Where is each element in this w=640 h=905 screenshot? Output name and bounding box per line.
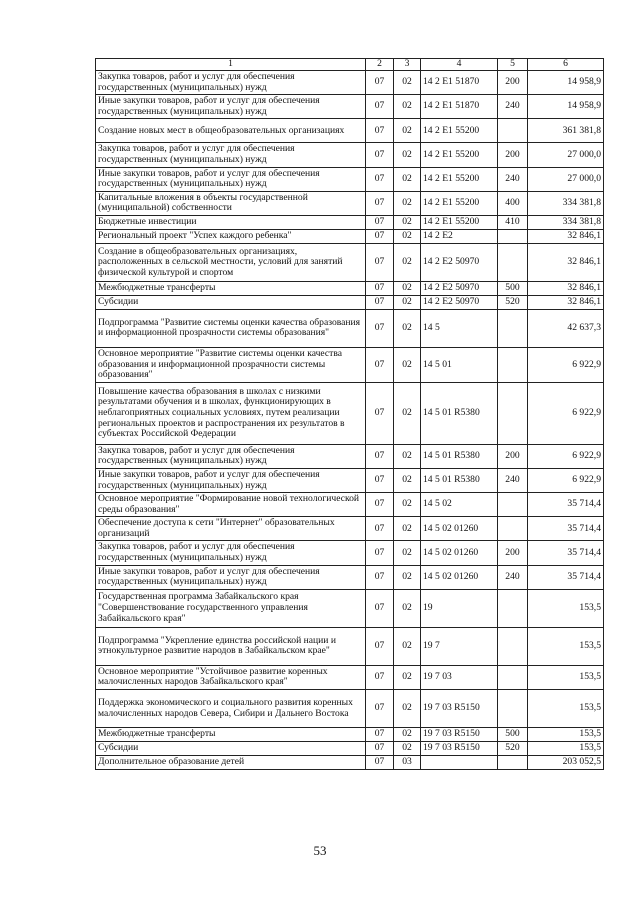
- expense-type-cell: 410: [498, 215, 528, 229]
- row-name-cell: Основное мероприятие "Формирование новой технологической среды образования": [96, 493, 366, 517]
- row-name-cell: Межбюджетные трансферты: [96, 728, 366, 742]
- amount-cell: 153,5: [528, 728, 604, 742]
- table-row: [96, 742, 604, 756]
- row-name-cell: Подпрограмма "Развитие системы оценки качества образования и информационной прозрачности системы образования": [96, 309, 366, 347]
- table-row: [96, 589, 604, 627]
- expense-type-cell: 200: [498, 444, 528, 468]
- row-name-cell: Иные закупки товаров, работ и услуг для обеспечения государственных (муниципальных) нужд: [96, 565, 366, 589]
- col-header: 2: [366, 59, 394, 71]
- amount-cell: 42 637,3: [528, 309, 604, 347]
- row-name-cell: Закупка товаров, работ и услуг для обеспечения государственных (муниципальных) нужд: [96, 71, 366, 95]
- target-article-cell: 19 7 03 R5150: [421, 690, 498, 728]
- table-row: [96, 627, 604, 665]
- target-article-cell: 14 2 E2 50970: [421, 295, 498, 309]
- expense-type-cell: 400: [498, 191, 528, 215]
- row-name-cell: Региональный проект "Успех каждого ребенка": [96, 229, 366, 243]
- expense-type-cell: 500: [498, 728, 528, 742]
- amount-cell: 6 922,9: [528, 468, 604, 492]
- podrazdel-cell: 02: [394, 493, 421, 517]
- expense-type-cell: [498, 627, 528, 665]
- expense-type-cell: [498, 756, 528, 770]
- razdel-cell: 07: [366, 215, 394, 229]
- target-article-cell: 14 2 E1 55200: [421, 167, 498, 191]
- table-row: [96, 565, 604, 589]
- target-article-cell: 14 2 E1 55200: [421, 119, 498, 143]
- razdel-cell: 07: [366, 229, 394, 243]
- razdel-cell: 07: [366, 468, 394, 492]
- target-article-cell: 14 2 E2: [421, 229, 498, 243]
- razdel-cell: 07: [366, 627, 394, 665]
- razdel-cell: 07: [366, 589, 394, 627]
- target-article-cell: 19 7 03 R5150: [421, 742, 498, 756]
- amount-cell: 203 052,5: [528, 756, 604, 770]
- expense-type-cell: 240: [498, 565, 528, 589]
- amount-cell: 32 846,1: [528, 229, 604, 243]
- podrazdel-cell: 02: [394, 119, 421, 143]
- page-number: 53: [313, 843, 327, 858]
- table-row: [96, 95, 604, 119]
- expense-type-cell: 520: [498, 742, 528, 756]
- expense-type-cell: [498, 589, 528, 627]
- podrazdel-cell: 02: [394, 468, 421, 492]
- razdel-cell: 07: [366, 347, 394, 382]
- podrazdel-cell: 02: [394, 191, 421, 215]
- amount-cell: 6 922,9: [528, 347, 604, 382]
- row-name-cell: Закупка товаров, работ и услуг для обеспечения государственных (муниципальных) нужд: [96, 541, 366, 565]
- amount-cell: 6 922,9: [528, 444, 604, 468]
- expense-type-cell: 240: [498, 468, 528, 492]
- razdel-cell: 07: [366, 281, 394, 295]
- row-name-cell: Иные закупки товаров, работ и услуг для обеспечения государственных (муниципальных) нужд: [96, 95, 366, 119]
- table-row: [96, 167, 604, 191]
- razdel-cell: 07: [366, 119, 394, 143]
- amount-cell: 35 714,4: [528, 517, 604, 541]
- target-article-cell: 14 2 E1 55200: [421, 215, 498, 229]
- target-article-cell: 14 2 E2 50970: [421, 281, 498, 295]
- podrazdel-cell: 02: [394, 589, 421, 627]
- target-article-cell: 14 5 02: [421, 493, 498, 517]
- expense-type-cell: [498, 665, 528, 689]
- target-article-cell: 14 2 E1 51870: [421, 95, 498, 119]
- expense-type-cell: 520: [498, 295, 528, 309]
- amount-cell: 35 714,4: [528, 493, 604, 517]
- table-row: [96, 281, 604, 295]
- table-row: [96, 229, 604, 243]
- table-row: [96, 295, 604, 309]
- amount-cell: 153,5: [528, 690, 604, 728]
- row-name-cell: Субсидии: [96, 742, 366, 756]
- expense-type-cell: [498, 309, 528, 347]
- row-name-cell: Государственная программа Забайкальского края "Совершенствование государственного управления Забайкальского края": [96, 589, 366, 627]
- row-name-cell: Иные закупки товаров, работ и услуг для обеспечения государственных (муниципальных) нужд: [96, 167, 366, 191]
- row-name-cell: Дополнительное образование детей: [96, 756, 366, 770]
- amount-cell: 334 381,8: [528, 215, 604, 229]
- razdel-cell: 07: [366, 95, 394, 119]
- col-header: 6: [528, 59, 604, 71]
- razdel-cell: 07: [366, 665, 394, 689]
- podrazdel-cell: 02: [394, 71, 421, 95]
- target-article-cell: 14 5 01 R5380: [421, 382, 498, 444]
- row-name-cell: Межбюджетные трансферты: [96, 281, 366, 295]
- expense-type-cell: 500: [498, 281, 528, 295]
- amount-cell: 153,5: [528, 742, 604, 756]
- col-header: 3: [394, 59, 421, 71]
- target-article-cell: 19 7: [421, 627, 498, 665]
- razdel-cell: 07: [366, 382, 394, 444]
- podrazdel-cell: 02: [394, 143, 421, 167]
- razdel-cell: 07: [366, 143, 394, 167]
- podrazdel-cell: 02: [394, 665, 421, 689]
- razdel-cell: 07: [366, 295, 394, 309]
- expense-type-cell: 240: [498, 95, 528, 119]
- expense-type-cell: [498, 347, 528, 382]
- amount-cell: 14 958,9: [528, 95, 604, 119]
- row-name-cell: Создание в общеобразовательных организациях, расположенных в сельской местности, условий для занятий физической культурой и спортом: [96, 243, 366, 281]
- table-row: [96, 191, 604, 215]
- row-name-cell: Поддержка экономического и социального развития коренных малочисленных народов Севера, Сибири и Дальнего Востока: [96, 690, 366, 728]
- podrazdel-cell: 02: [394, 95, 421, 119]
- podrazdel-cell: 02: [394, 444, 421, 468]
- expense-type-cell: [498, 382, 528, 444]
- row-name-cell: Капитальные вложения в объекты государственной (муниципальной) собственности: [96, 191, 366, 215]
- target-article-cell: 14 5: [421, 309, 498, 347]
- podrazdel-cell: 02: [394, 690, 421, 728]
- col-header: 1: [96, 59, 366, 71]
- expense-type-cell: 200: [498, 541, 528, 565]
- razdel-cell: 07: [366, 756, 394, 770]
- expense-type-cell: [498, 690, 528, 728]
- razdel-cell: 07: [366, 493, 394, 517]
- table-row: [96, 143, 604, 167]
- target-article-cell: 14 5 02 01260: [421, 541, 498, 565]
- amount-cell: 35 714,4: [528, 565, 604, 589]
- podrazdel-cell: 02: [394, 541, 421, 565]
- amount-cell: 27 000,0: [528, 143, 604, 167]
- expense-type-cell: [498, 517, 528, 541]
- podrazdel-cell: 02: [394, 517, 421, 541]
- podrazdel-cell: 02: [394, 295, 421, 309]
- budget-table: [95, 58, 604, 770]
- table-row: [96, 382, 604, 444]
- amount-cell: 6 922,9: [528, 382, 604, 444]
- table-row: [96, 728, 604, 742]
- razdel-cell: 07: [366, 167, 394, 191]
- podrazdel-cell: 03: [394, 756, 421, 770]
- expense-type-cell: [498, 229, 528, 243]
- table-row: [96, 517, 604, 541]
- row-name-cell: Закупка товаров, работ и услуг для обеспечения государственных (муниципальных) нужд: [96, 143, 366, 167]
- amount-cell: 35 714,4: [528, 541, 604, 565]
- table-row: [96, 215, 604, 229]
- header-row: [96, 59, 604, 71]
- razdel-cell: 07: [366, 565, 394, 589]
- podrazdel-cell: 02: [394, 167, 421, 191]
- amount-cell: 153,5: [528, 589, 604, 627]
- amount-cell: 334 381,8: [528, 191, 604, 215]
- razdel-cell: 07: [366, 690, 394, 728]
- podrazdel-cell: 02: [394, 742, 421, 756]
- razdel-cell: 07: [366, 243, 394, 281]
- row-name-cell: Основное мероприятие "Развитие системы оценки качества образования и информационной прозрачности системы образования": [96, 347, 366, 382]
- row-name-cell: Субсидии: [96, 295, 366, 309]
- target-article-cell: 19 7 03: [421, 665, 498, 689]
- podrazdel-cell: 02: [394, 627, 421, 665]
- expense-type-cell: 200: [498, 71, 528, 95]
- razdel-cell: 07: [366, 742, 394, 756]
- podrazdel-cell: 02: [394, 243, 421, 281]
- expense-type-cell: [498, 243, 528, 281]
- table-row: [96, 444, 604, 468]
- podrazdel-cell: 02: [394, 281, 421, 295]
- target-article-cell: 14 2 E2 50970: [421, 243, 498, 281]
- amount-cell: 361 381,8: [528, 119, 604, 143]
- razdel-cell: 07: [366, 71, 394, 95]
- table-row: [96, 71, 604, 95]
- amount-cell: 27 000,0: [528, 167, 604, 191]
- razdel-cell: 07: [366, 444, 394, 468]
- row-name-cell: Обеспечение доступа к сети "Интернет" образовательных организаций: [96, 517, 366, 541]
- table-row: [96, 690, 604, 728]
- target-article-cell: 14 5 01 R5380: [421, 468, 498, 492]
- table-row: [96, 309, 604, 347]
- amount-cell: 32 846,1: [528, 243, 604, 281]
- podrazdel-cell: 02: [394, 382, 421, 444]
- target-article-cell: 14 2 E1 55200: [421, 143, 498, 167]
- table-row: [96, 665, 604, 689]
- table-row: [96, 468, 604, 492]
- row-name-cell: Повышение качества образования в школах с низкими результатами обучения и в школах, функционирующих в неблагоприятных социальных условиях, путем реализации региональных проектов и распространения их результатов в субъектах Российской Федерации: [96, 382, 366, 444]
- target-article-cell: 14 2 E1 55200: [421, 191, 498, 215]
- target-article-cell: 14 5 01 R5380: [421, 444, 498, 468]
- target-article-cell: 19: [421, 589, 498, 627]
- target-article-cell: 14 2 E1 51870: [421, 71, 498, 95]
- razdel-cell: 07: [366, 728, 394, 742]
- target-article-cell: [421, 756, 498, 770]
- row-name-cell: Основное мероприятие "Устойчивое развитие коренных малочисленных народов Забайкальского края": [96, 665, 366, 689]
- amount-cell: 32 846,1: [528, 281, 604, 295]
- amount-cell: 14 958,9: [528, 71, 604, 95]
- expense-type-cell: [498, 493, 528, 517]
- row-name-cell: Создание новых мест в общеобразовательных организациях: [96, 119, 366, 143]
- row-name-cell: Закупка товаров, работ и услуг для обеспечения государственных (муниципальных) нужд: [96, 444, 366, 468]
- podrazdel-cell: 02: [394, 728, 421, 742]
- podrazdel-cell: 02: [394, 215, 421, 229]
- table-row: [96, 347, 604, 382]
- target-article-cell: 14 5 02 01260: [421, 565, 498, 589]
- row-name-cell: Бюджетные инвестиции: [96, 215, 366, 229]
- podrazdel-cell: 02: [394, 229, 421, 243]
- table-row: [96, 243, 604, 281]
- podrazdel-cell: 02: [394, 309, 421, 347]
- table-row: [96, 493, 604, 517]
- amount-cell: 32 846,1: [528, 295, 604, 309]
- table-row: [96, 756, 604, 770]
- target-article-cell: 19 7 03 R5150: [421, 728, 498, 742]
- row-name-cell: Подпрограмма "Укрепление единства российской нации и этнокультурное развитие народов в Забайкальском крае": [96, 627, 366, 665]
- target-article-cell: 14 5 01: [421, 347, 498, 382]
- expense-type-cell: [498, 119, 528, 143]
- podrazdel-cell: 02: [394, 347, 421, 382]
- expense-type-cell: 200: [498, 143, 528, 167]
- row-name-cell: Иные закупки товаров, работ и услуг для обеспечения государственных (муниципальных) нужд: [96, 468, 366, 492]
- target-article-cell: 14 5 02 01260: [421, 517, 498, 541]
- table-row: [96, 119, 604, 143]
- razdel-cell: 07: [366, 309, 394, 347]
- col-header: 4: [421, 59, 498, 71]
- amount-cell: 153,5: [528, 665, 604, 689]
- razdel-cell: 07: [366, 191, 394, 215]
- amount-cell: 153,5: [528, 627, 604, 665]
- razdel-cell: 07: [366, 517, 394, 541]
- expense-type-cell: 240: [498, 167, 528, 191]
- podrazdel-cell: 02: [394, 565, 421, 589]
- razdel-cell: 07: [366, 541, 394, 565]
- table-row: [96, 541, 604, 565]
- col-header: 5: [498, 59, 528, 71]
